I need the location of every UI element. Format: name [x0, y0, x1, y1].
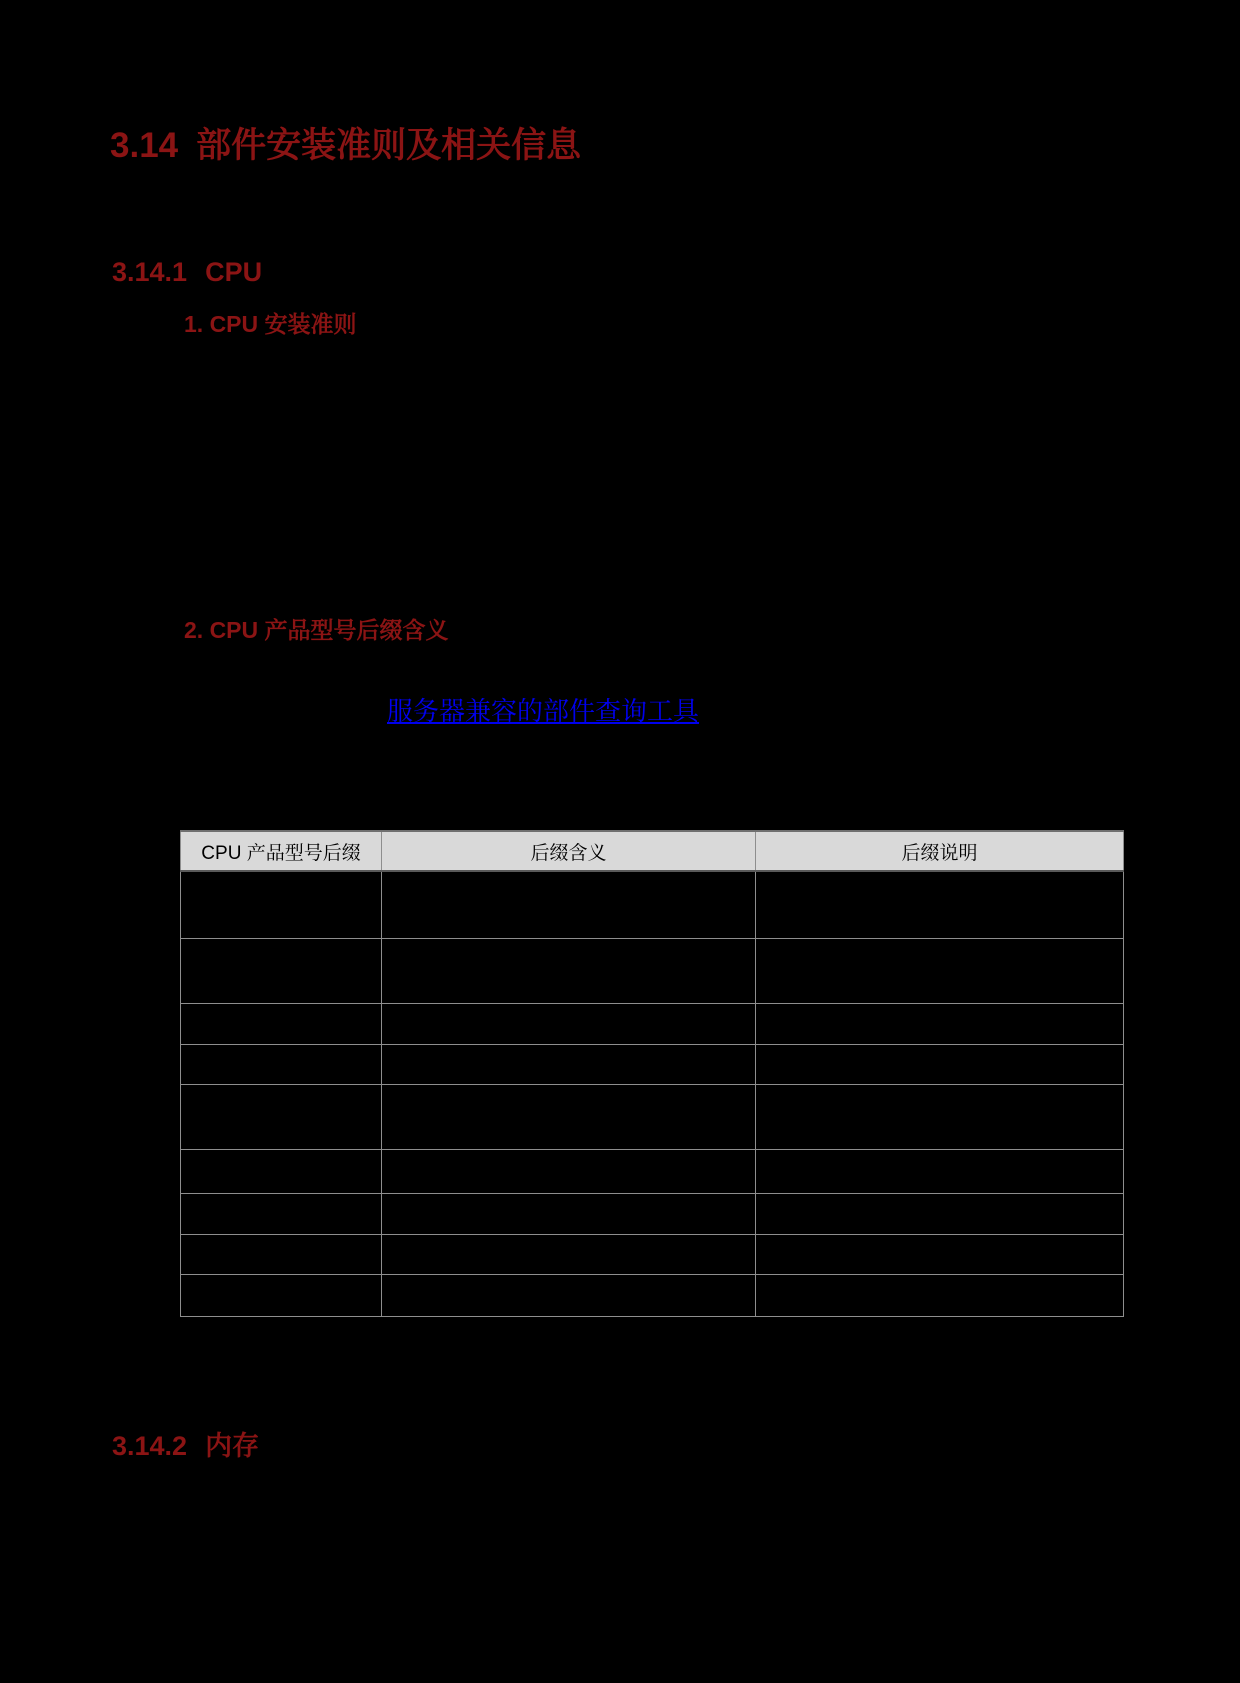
table-cell: [756, 1084, 1124, 1149]
subsection-heading-cpu: [112, 257, 262, 288]
column-header-meaning: 后缀含义: [382, 831, 756, 871]
table-cell: [382, 1274, 756, 1316]
cpu-suffix-table: [180, 830, 1124, 1317]
table-cell: [382, 1234, 756, 1274]
subsection-number: 3.14.2: [112, 1431, 188, 1461]
compatibility-checker-link[interactable]: 服务器兼容的部件查询工具: [387, 697, 700, 726]
heading-cpu-install-rules: 1. CPU 安装准则: [184, 311, 357, 337]
table-cell: [181, 1044, 382, 1084]
table-row: [181, 938, 1124, 1003]
section-heading: [110, 126, 581, 166]
table-cell: [382, 938, 756, 1003]
table-row: [181, 1234, 1124, 1274]
table-row: [181, 1274, 1124, 1316]
heading-cpu-suffix-meaning: 2. CPU 产品型号后缀含义: [184, 617, 449, 643]
table-cell: [181, 1084, 382, 1149]
table-cell: [756, 1193, 1124, 1234]
table-cell: [181, 871, 382, 938]
table-row: [181, 1149, 1124, 1193]
table-row: [181, 1193, 1124, 1234]
table-cell: [181, 1193, 382, 1234]
subsection-title: CPU: [205, 257, 263, 287]
table-row: [181, 1044, 1124, 1084]
table-row: [181, 1084, 1124, 1149]
table-cell: [181, 1003, 382, 1044]
subsection-number: 3.14.1: [112, 257, 188, 287]
table-cell: [756, 1044, 1124, 1084]
table-row: [181, 871, 1124, 938]
subsection-title: 内存: [205, 1431, 260, 1461]
table-cell: [382, 1149, 756, 1193]
table-cell: [382, 871, 756, 938]
table-cell: [756, 1234, 1124, 1274]
table-cell: [756, 1003, 1124, 1044]
table-cell: [756, 1274, 1124, 1316]
table-cell: [756, 871, 1124, 938]
table-body: [181, 871, 1124, 1316]
column-header-suffix: CPU 产品型号后缀: [181, 831, 382, 871]
section-number: 3.14: [110, 126, 179, 165]
column-header-description: 后缀说明: [756, 831, 1124, 871]
section-title: 部件安装准则及相关信息: [196, 126, 582, 165]
table-cell: [382, 1044, 756, 1084]
table-row: [181, 1003, 1124, 1044]
table-cell: [756, 1149, 1124, 1193]
table-cell: [181, 1234, 382, 1274]
table-cell: [181, 1274, 382, 1316]
table-cell: [756, 938, 1124, 1003]
table-cell: [382, 1084, 756, 1149]
table-cell: [181, 1149, 382, 1193]
table-cell: [382, 1193, 756, 1234]
table-cell: [382, 1003, 756, 1044]
table-header-row: [181, 831, 1124, 871]
subsection-heading-memory: [112, 1431, 259, 1462]
table-cell: [181, 938, 382, 1003]
